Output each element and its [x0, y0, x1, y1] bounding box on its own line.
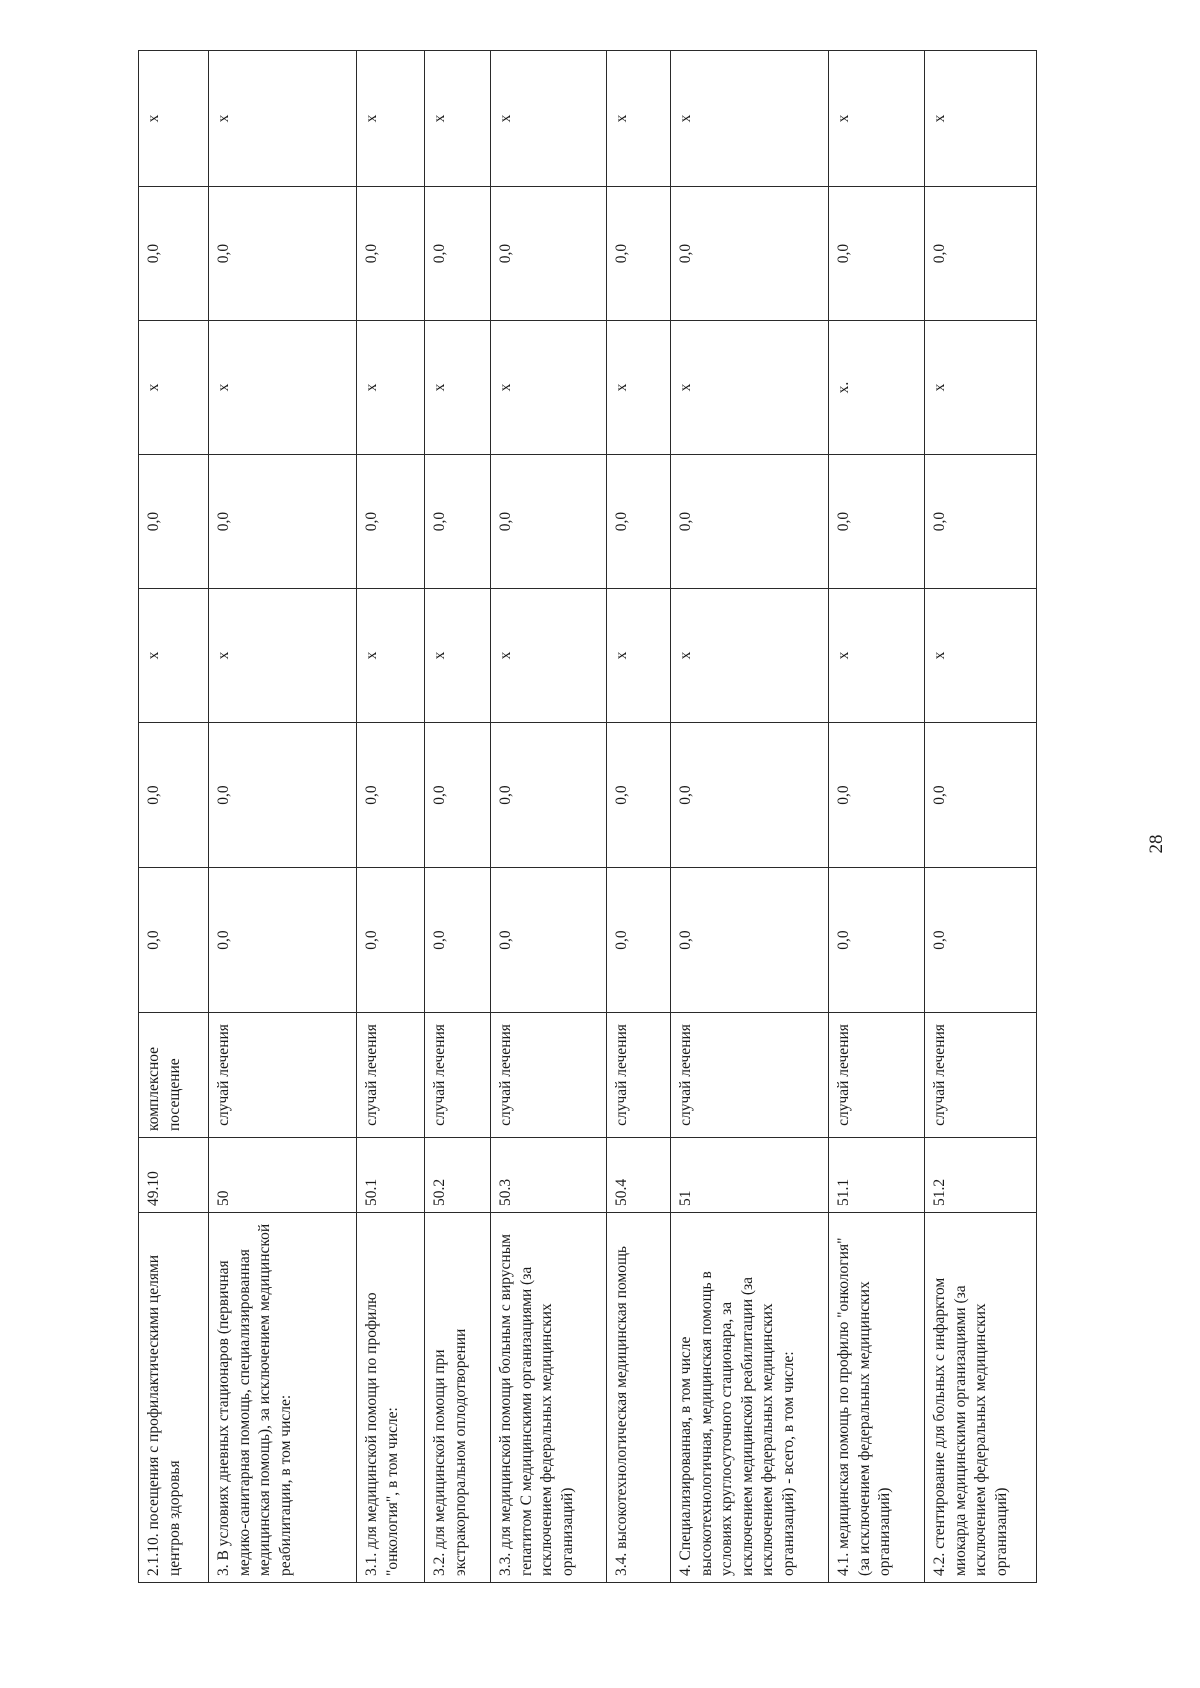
value-cell: 0,0 — [925, 868, 1037, 1013]
value-cell: х — [139, 589, 209, 723]
row-name: 3.1. для медицинской помощи по профилю "онкология", в том числе: — [357, 1213, 425, 1583]
value-cell: х — [357, 589, 425, 723]
value-cell: х — [425, 321, 491, 455]
value-cell: 0,0 — [209, 723, 357, 868]
value-cell: 0,0 — [139, 187, 209, 321]
value-cell: 0,0 — [209, 868, 357, 1013]
value-cell: х — [209, 589, 357, 723]
value-cell: х — [925, 321, 1037, 455]
unit-label: случай лечения — [431, 1024, 448, 1126]
value-cell: х — [671, 321, 829, 455]
value-cell: 0,0 — [829, 868, 925, 1013]
value-cell: 0,0 — [139, 723, 209, 868]
value-cell: 0,0 — [671, 723, 829, 868]
row-number: 51.2 — [925, 1138, 1037, 1213]
value-cell: 0,0 — [209, 187, 357, 321]
row-name: 4. Специализированная, в том числе высокотехнологичная, медицинская помощь в условиях круглосуточного стационара, за исключением медицинской реабилитации (за исключением федеральных медицинских организаций) - всего, в том числе: — [671, 1213, 829, 1583]
table-row — [209, 51, 357, 1583]
value-cell: х — [607, 51, 671, 187]
unit-label: комплексное посещение — [145, 1046, 183, 1131]
value-cell: 0,0 — [491, 187, 607, 321]
value-cell: х — [491, 321, 607, 455]
row-number: 51.1 — [829, 1138, 925, 1213]
row-number: 50.4 — [607, 1138, 671, 1213]
value-cell: 0,0 — [357, 868, 425, 1013]
value-cell: 0,0 — [425, 187, 491, 321]
row-name: 3.3. для медицинской помощи больным с вирусным гепатитом С медицинскими организациями (за исключением федеральных медицинских организаций) — [491, 1213, 607, 1583]
unit-cell — [357, 1013, 425, 1138]
value-cell: х — [925, 51, 1037, 187]
row-name: 3.2. для медицинской помощи при экстракорпоральном оплодотворении — [425, 1213, 491, 1583]
value-cell: х — [491, 51, 607, 187]
unit-label: случай лечения — [613, 1024, 630, 1126]
unit-label: случай лечения — [215, 1024, 232, 1126]
value-cell: х. — [829, 321, 925, 455]
row-name: 4.2. стентирование для больных с инфарктом миокарда медицинскими организациями (за исключением федеральных медицинских организаций) — [925, 1213, 1037, 1583]
value-cell: х — [425, 51, 491, 187]
value-cell: 0,0 — [607, 187, 671, 321]
unit-cell — [829, 1013, 925, 1138]
table-row — [829, 51, 925, 1583]
value-cell: 0,0 — [425, 868, 491, 1013]
value-cell: 0,0 — [357, 187, 425, 321]
value-cell: 0,0 — [139, 868, 209, 1013]
unit-cell — [209, 1013, 357, 1138]
value-cell: х — [671, 51, 829, 187]
value-cell: х — [829, 51, 925, 187]
value-cell: 0,0 — [829, 723, 925, 868]
unit-cell — [491, 1013, 607, 1138]
value-cell: 0,0 — [671, 868, 829, 1013]
unit-label: случай лечения — [835, 1024, 852, 1126]
value-cell: х — [357, 51, 425, 187]
table-row — [425, 51, 491, 1583]
value-cell: 0,0 — [139, 455, 209, 589]
value-cell: х — [209, 321, 357, 455]
unit-cell — [139, 1013, 209, 1138]
value-cell: х — [671, 589, 829, 723]
row-number: 51 — [671, 1138, 829, 1213]
row-number: 50.3 — [491, 1138, 607, 1213]
value-cell: х — [209, 51, 357, 187]
table-row — [671, 51, 829, 1583]
row-number: 50.2 — [425, 1138, 491, 1213]
page-number: 28 — [1146, 834, 1167, 854]
value-cell: 0,0 — [829, 187, 925, 321]
unit-label: случай лечения — [931, 1024, 948, 1126]
value-cell: 0,0 — [925, 455, 1037, 589]
value-cell: х — [425, 589, 491, 723]
row-name: 3. В условиях дневных стационаров (первичная медико-санитарная помощь, специализированная медицинская помощь), за исключением медицинской реабилитации, в том числе: — [209, 1213, 357, 1583]
unit-label: случай лечения — [677, 1024, 694, 1126]
value-cell: х — [139, 51, 209, 187]
value-cell: х — [607, 589, 671, 723]
table-row — [139, 51, 209, 1583]
value-cell: 0,0 — [829, 455, 925, 589]
value-cell: 0,0 — [425, 723, 491, 868]
unit-cell — [671, 1013, 829, 1138]
value-cell: х — [829, 589, 925, 723]
unit-cell — [425, 1013, 491, 1138]
row-name: 4.1. медицинская помощь по профилю "онкология" (за исключением федеральных медицинских организаций) — [829, 1213, 925, 1583]
value-cell: 0,0 — [491, 868, 607, 1013]
value-cell: 0,0 — [357, 455, 425, 589]
value-cell: 0,0 — [607, 723, 671, 868]
row-name: 3.4. высокотехнологическая медицинская помощь — [607, 1213, 671, 1583]
value-cell: 0,0 — [671, 455, 829, 589]
table-row — [607, 51, 671, 1583]
row-number: 50.1 — [357, 1138, 425, 1213]
value-cell: х — [607, 321, 671, 455]
row-number: 50 — [209, 1138, 357, 1213]
table-row — [925, 51, 1037, 1583]
value-cell: 0,0 — [209, 455, 357, 589]
value-cell: 0,0 — [925, 187, 1037, 321]
table-row — [491, 51, 607, 1583]
value-cell: 0,0 — [607, 455, 671, 589]
value-cell: 0,0 — [357, 723, 425, 868]
row-name: 2.1.10. посещения с профилактическими целями центров здоровья — [139, 1213, 209, 1583]
value-cell: 0,0 — [491, 723, 607, 868]
value-cell: х — [925, 589, 1037, 723]
unit-label: случай лечения — [363, 1024, 380, 1126]
table-row — [357, 51, 425, 1583]
value-cell: 0,0 — [607, 868, 671, 1013]
unit-cell — [925, 1013, 1037, 1138]
value-cell: 0,0 — [671, 187, 829, 321]
unit-label: случай лечения — [497, 1024, 514, 1126]
value-cell: 0,0 — [491, 455, 607, 589]
unit-cell — [607, 1013, 671, 1138]
value-cell: х — [491, 589, 607, 723]
value-cell: 0,0 — [425, 455, 491, 589]
value-cell: х — [139, 321, 209, 455]
value-cell: 0,0 — [925, 723, 1037, 868]
table-body — [139, 51, 1037, 1583]
data-table — [138, 50, 1037, 1583]
value-cell: х — [357, 321, 425, 455]
row-number: 49.10 — [139, 1138, 209, 1213]
